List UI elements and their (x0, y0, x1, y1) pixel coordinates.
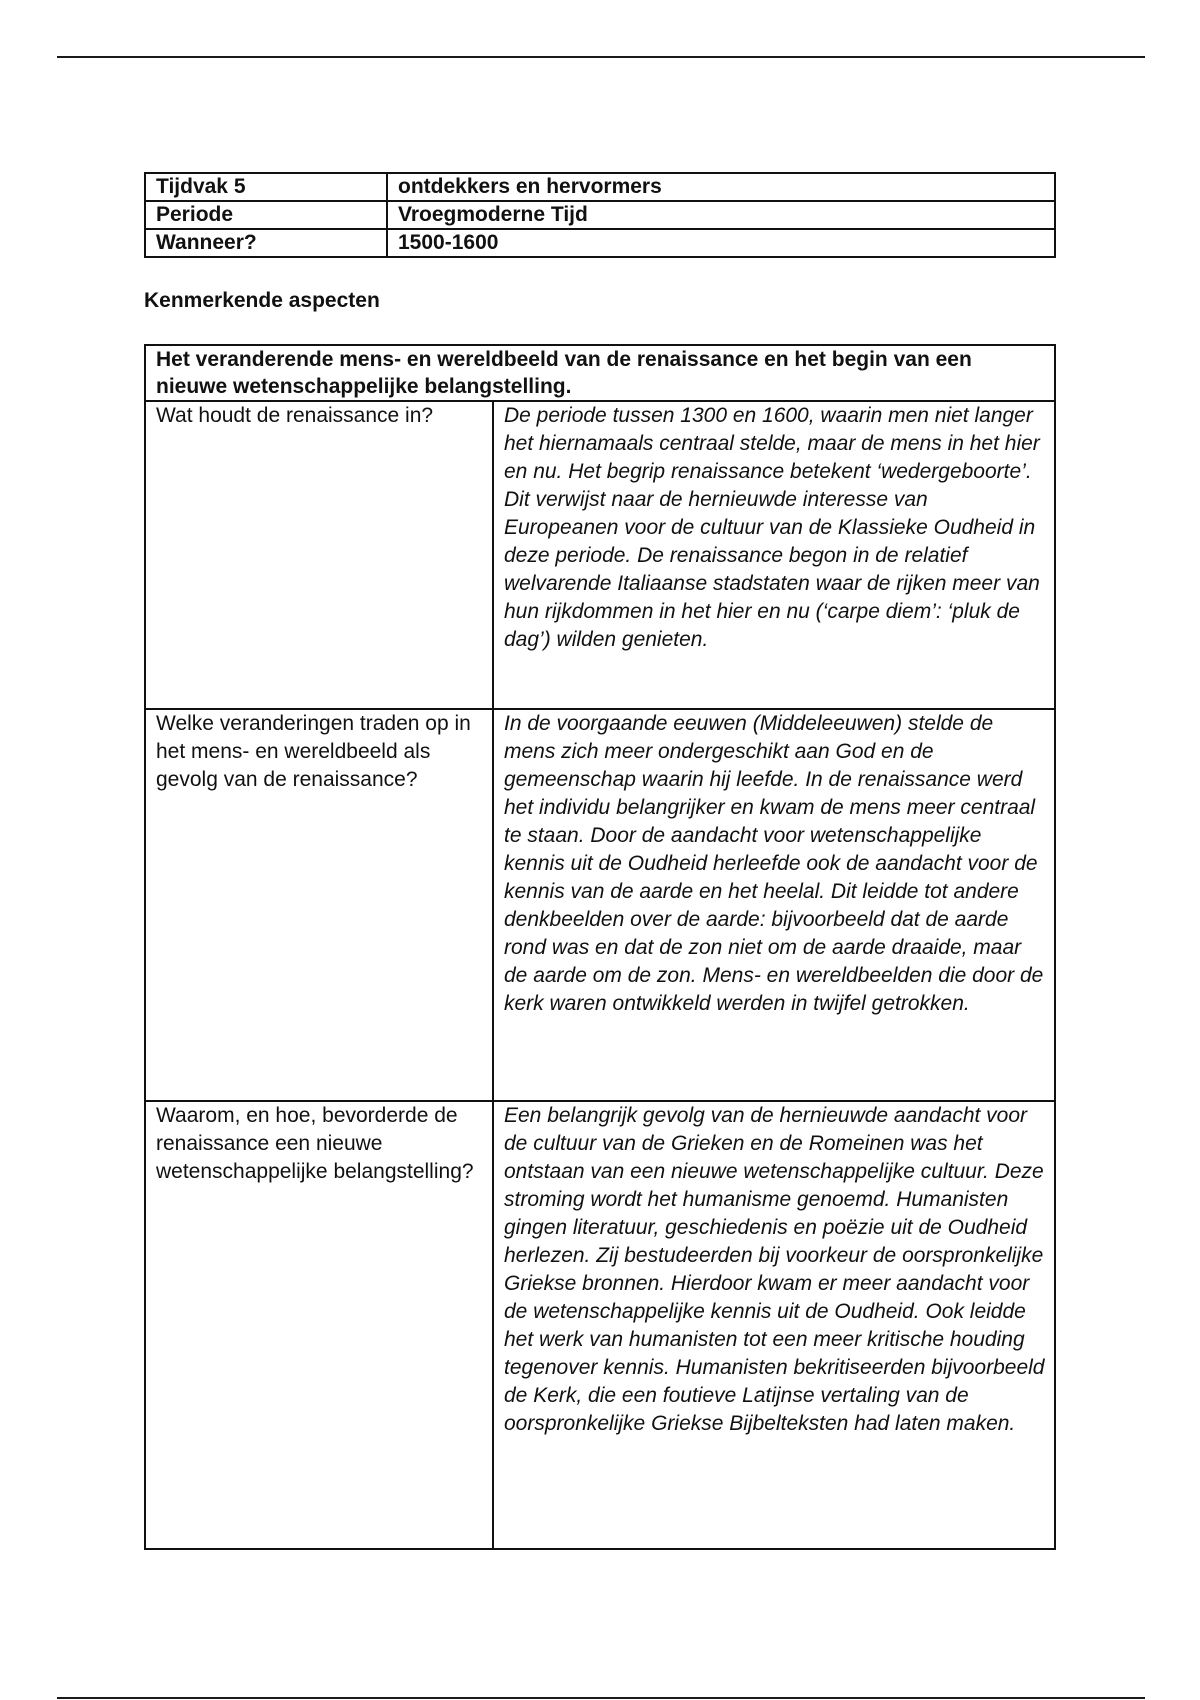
table-row (145, 1101, 1055, 1549)
aspect-title: Het veranderende mens- en wereldbeeld van de renaissance en het begin van een nieuwe wetenschappelijke belangstelling. (145, 345, 1055, 401)
section-heading: Kenmerkende aspecten (144, 289, 380, 312)
answer-cell: De periode tussen 1300 en 1600, waarin men niet langer het hiernamaals centraal stelde, maar de mens in het hier en nu. Het begrip renaissance betekent ‘wedergeboorte’. Dit verwijst naar de hernieuwde interesse van Europeanen voor de cultuur van de Klassieke Oudheid in deze periode. De renaissance begon in de relatief welvarende Italiaanse stadstaten waar de rijken meer van hun rijkdommen in het hier en nu (‘carpe diem’: ‘pluk de dag’) wilden genieten. (493, 401, 1055, 709)
question-cell: Waarom, en hoe, bevorderde de renaissance een nieuwe wetenschappelijke belangstelling? (145, 1101, 493, 1549)
table-header-row (145, 345, 1055, 401)
answer-cell: Een belangrijk gevolg van de hernieuwde aandacht voor de cultuur van de Grieken en de Romeinen was het ontstaan van een nieuwe wetenschappelijke cultuur. Deze stroming wordt het humanisme genoemd. Humanisten gingen literatuur, geschiedenis en poëzie uit de Oudheid herlezen. Zij bestudeerden bij voorkeur de oorspronkelijke Griekse bronnen. Hierdoor kwam er meer aandacht voor de wetenschappelijke kennis uit de Oudheid. Ook leidde het werk van humanisten tot een meer kritische houding tegenover kennis. Humanisten bekritiseerden bijvoorbeeld de Kerk, die een foutieve Latijnse vertaling van de oorspronkelijke Griekse Bijbelteksten had laten maken. (493, 1101, 1055, 1549)
periode-label: Periode (145, 201, 387, 229)
wanneer-value: 1500-1600 (387, 229, 1055, 257)
aspect-table (144, 344, 1056, 1550)
wanneer-label: Wanneer? (145, 229, 387, 257)
answer-cell: In de voorgaande eeuwen (Middeleeuwen) stelde de mens zich meer ondergeschikt aan God en de gemeenschap waarin hij leefde. In de renaissance werd het individu belangrijker en kwam de mens meer centraal te staan. Door de aandacht voor wetenschappelijke kennis uit de Oudheid herleefde ook de aandacht voor de kennis van de aarde en het heelal. Dit leidde tot andere denkbeelden over de aarde: bijvoorbeeld dat de aarde rond was en dat de zon niet om de aarde draaide, maar de aarde om de zon. Mens- en wereldbeelden die door de kerk waren ontwikkeld werden in twijfel getrokken. (493, 709, 1055, 1101)
period-info-table (144, 172, 1056, 258)
table-row (145, 173, 1055, 201)
periode-value: Vroegmoderne Tijd (387, 201, 1055, 229)
table-row (145, 709, 1055, 1101)
question-cell: Welke veranderingen traden op in het mens- en wereldbeeld als gevolg van de renaissance? (145, 709, 493, 1101)
tijdvak-label: Tijdvak 5 (145, 173, 387, 201)
table-row (145, 201, 1055, 229)
question-cell: Wat houdt de renaissance in? (145, 401, 493, 709)
table-row (145, 229, 1055, 257)
header-rule (57, 56, 1145, 58)
table-row (145, 401, 1055, 709)
footer-rule (57, 1697, 1145, 1699)
tijdvak-value: ontdekkers en hervormers (387, 173, 1055, 201)
